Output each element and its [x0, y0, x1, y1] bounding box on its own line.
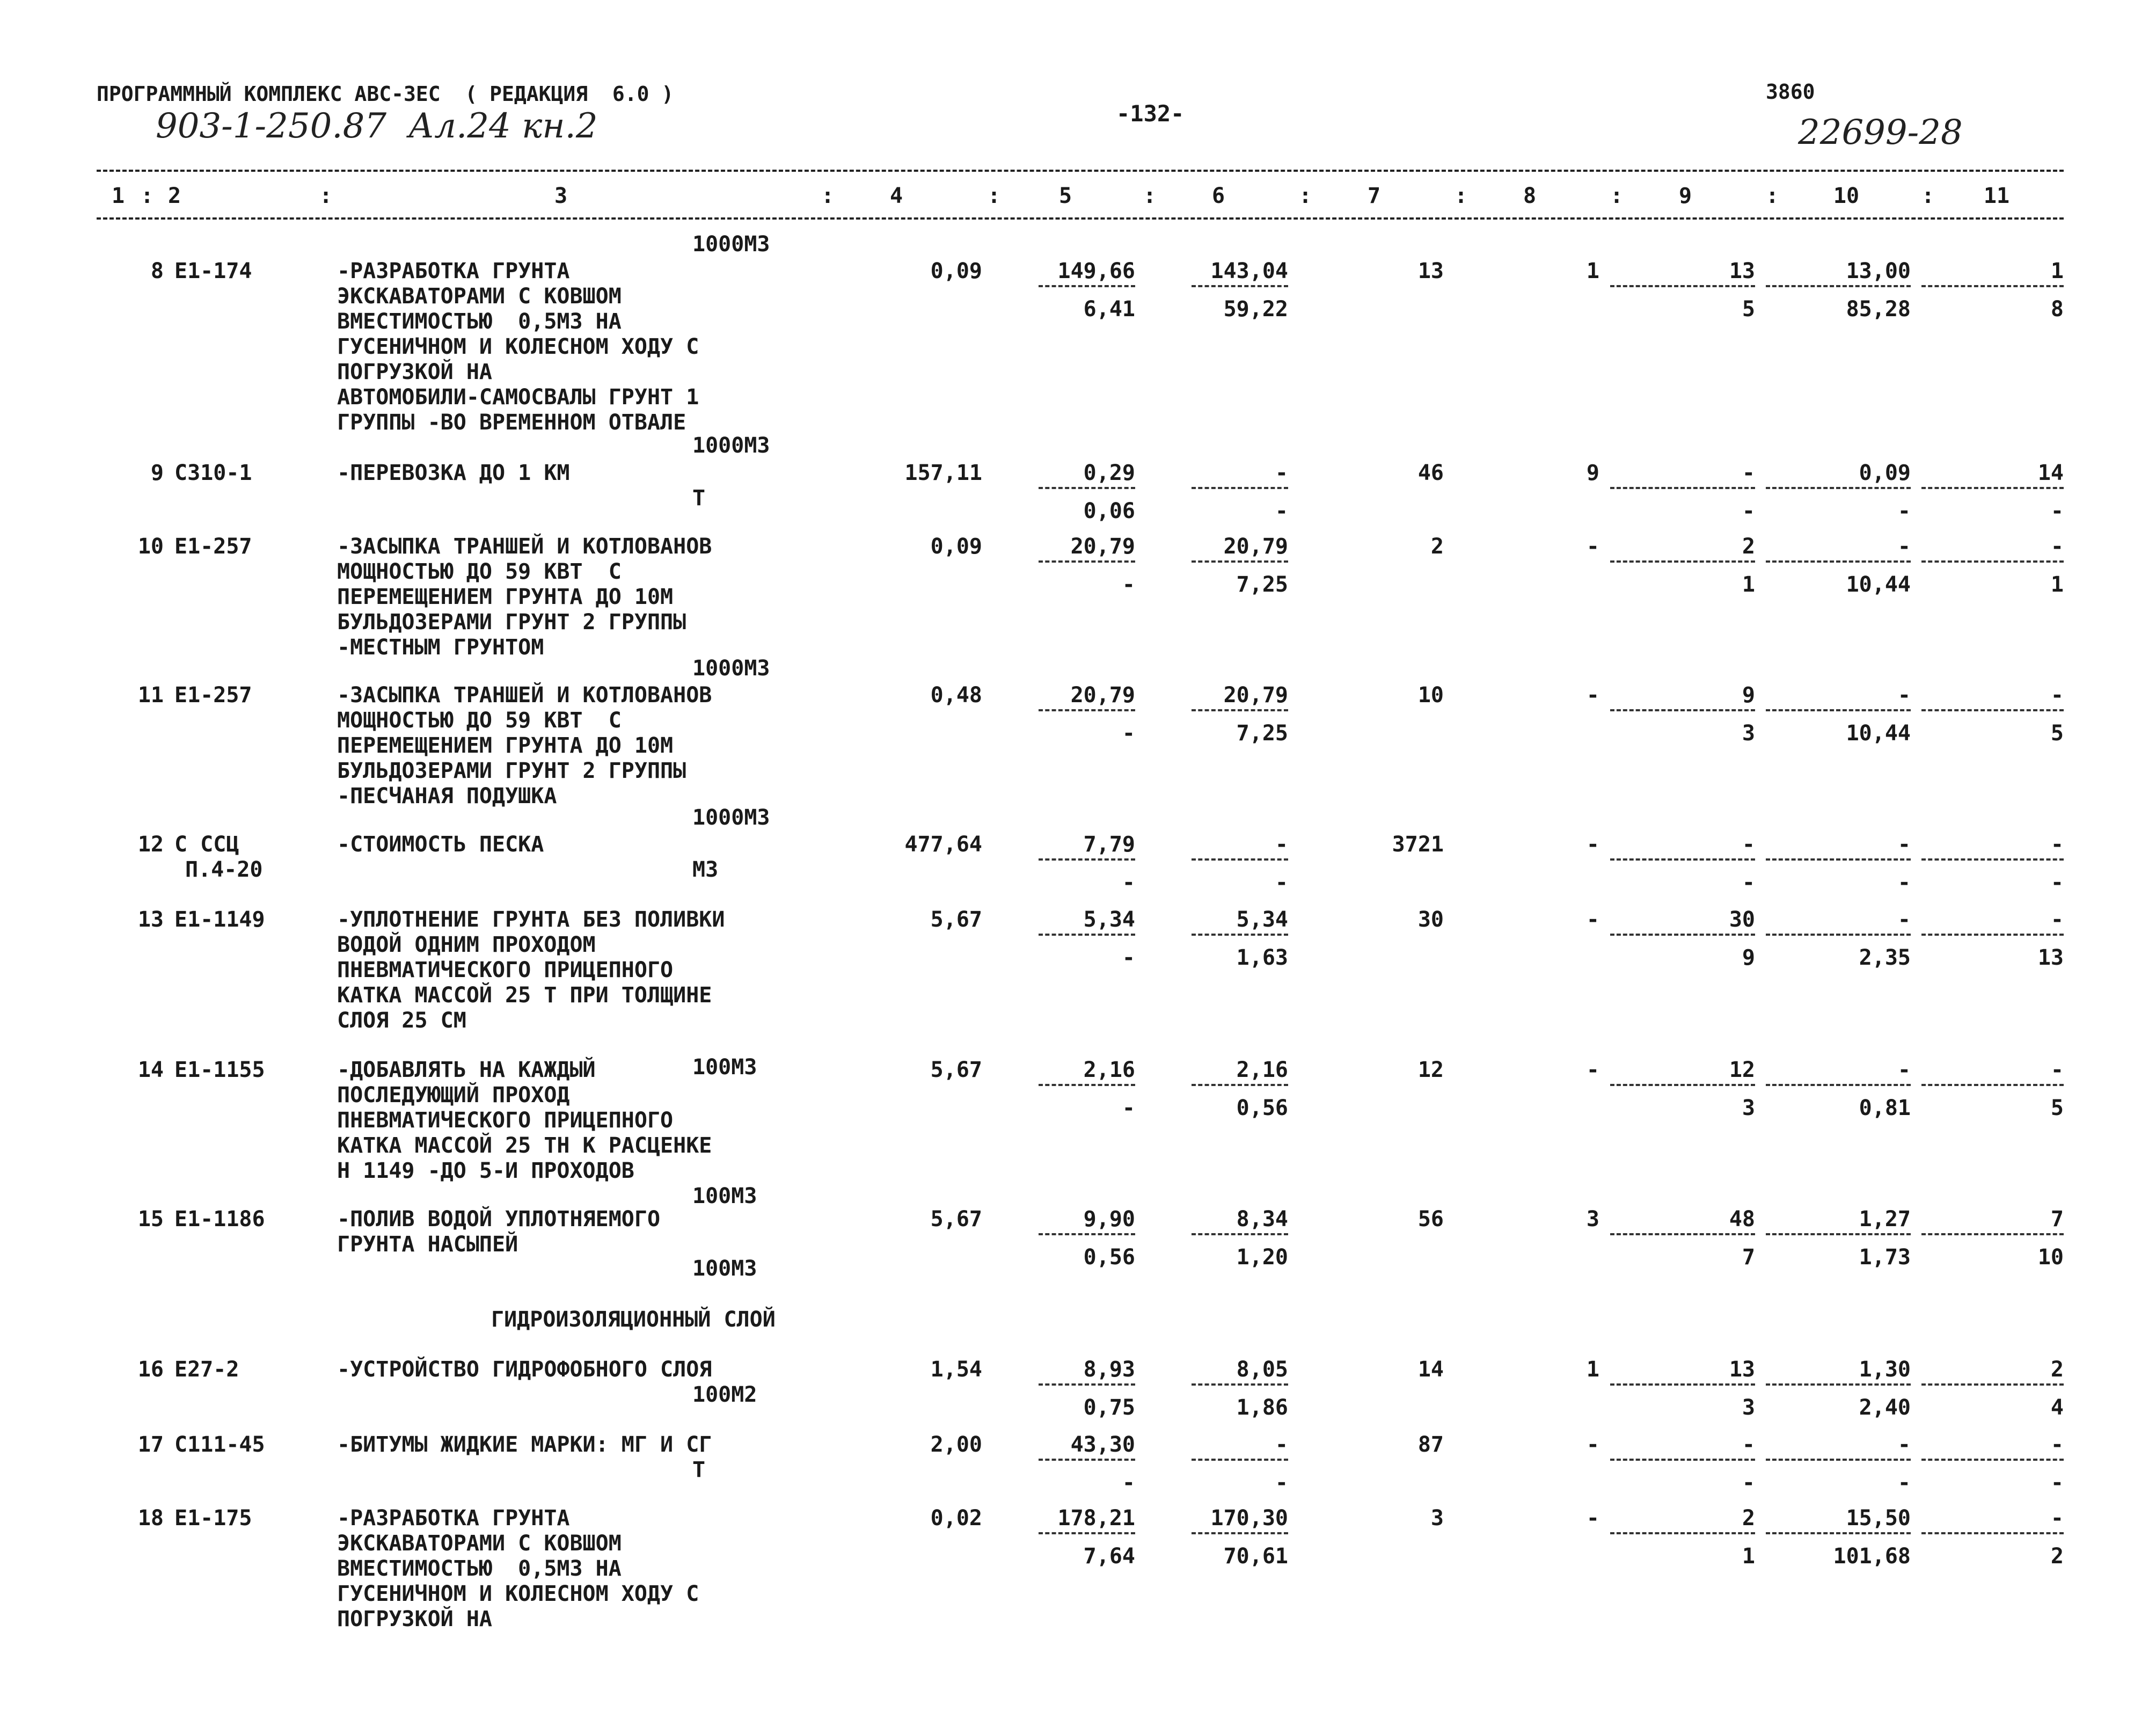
cell-col-5: 9,90: [1083, 1207, 1135, 1232]
cell-col-10-lower: 2,40: [1859, 1395, 1911, 1420]
cell-col-5-lower: -: [1122, 1095, 1135, 1120]
row-description-line: ПОГРУЗКОЙ НА: [337, 360, 492, 384]
cell-col-7: 56: [1417, 1207, 1444, 1232]
cell-col-11-lower: 5: [2050, 720, 2064, 746]
cell-col-9-lower: 7: [1742, 1244, 1755, 1270]
cell-col-10-lower: 0,81: [1859, 1095, 1911, 1120]
cell-col-9-lower: 5: [1742, 296, 1755, 322]
cell-col-5-lower: 0,06: [1083, 498, 1135, 523]
cell-divider: [1192, 858, 1288, 861]
cell-col-10: -: [1897, 534, 1911, 559]
cell-col-6-lower: 70,61: [1223, 1543, 1288, 1569]
row-unit: Т: [692, 486, 706, 511]
cell-col-11: -: [2050, 832, 2064, 857]
column-separator: :: [1766, 184, 1779, 208]
cell-divider: [1921, 1084, 2064, 1086]
row-code: Е1-174: [174, 259, 252, 283]
cell-col-6: 8,34: [1236, 1207, 1288, 1232]
cell-col-4: 1,54: [930, 1357, 982, 1382]
unit-line: 1000М3: [692, 805, 770, 830]
cell-col-5-lower: -: [1122, 870, 1135, 895]
cell-col-6-lower: 59,22: [1223, 296, 1288, 322]
cell-col-10-lower: 10,44: [1846, 720, 1911, 746]
column-separator: :: [1921, 184, 1935, 208]
cell-col-9-lower: 9: [1742, 945, 1755, 970]
cell-col-6-lower: -: [1275, 498, 1288, 523]
row-number: 17: [137, 1432, 164, 1457]
cell-col-11: 7: [2050, 1207, 2064, 1232]
cell-divider: [1192, 1233, 1288, 1235]
unit-line: 100М3: [692, 1055, 757, 1080]
cell-col-6-lower: 0,56: [1236, 1095, 1288, 1120]
row-code: Е1-175: [174, 1506, 252, 1531]
column-number-6: 6: [1211, 184, 1225, 208]
row-description-line: ВМЕСТИМОСТЬЮ 0,5М3 НА: [337, 1556, 622, 1581]
cell-divider: [1766, 1383, 1911, 1386]
cell-col-11-lower: -: [2050, 870, 2064, 895]
cell-divider: [1921, 285, 2064, 287]
cell-divider: [1039, 1383, 1135, 1386]
row-description-line: КАТКА МАССОЙ 25 Т ПРИ ТОЛЩИНЕ: [337, 983, 712, 1008]
cell-col-10: 1,27: [1859, 1207, 1911, 1232]
cell-col-8: -: [1586, 907, 1599, 932]
cell-col-5-lower: -: [1122, 572, 1135, 597]
row-number: 13: [137, 907, 164, 932]
cell-col-10: -: [1897, 683, 1911, 708]
cell-divider: [1921, 1383, 2064, 1386]
row-description-line: ПЕРЕМЕЩЕНИЕМ ГРУНТА ДО 10М: [337, 585, 674, 609]
cell-divider: [1192, 934, 1288, 936]
cell-col-8: -: [1586, 1058, 1599, 1082]
unit-line: 1000М3: [692, 433, 770, 458]
cell-col-4: 0,48: [930, 683, 982, 708]
cell-col-5: 8,93: [1083, 1357, 1135, 1382]
row-description-line: -ДОБАВЛЯТЬ НА КАЖДЫЙ: [337, 1058, 596, 1082]
cell-col-9: 9: [1742, 683, 1755, 708]
cell-col-5-lower: 0,75: [1083, 1395, 1135, 1420]
cell-col-8: -: [1586, 1432, 1599, 1457]
column-separator: :: [821, 184, 835, 208]
row-description-line: -РАЗРАБОТКА ГРУНТА: [337, 259, 570, 283]
row-description-line: КАТКА МАССОЙ 25 ТН К РАСЦЕНКЕ: [337, 1133, 712, 1158]
cell-col-5: 0,29: [1083, 461, 1135, 485]
cell-col-11-lower: -: [2050, 498, 2064, 523]
column-number-1: 1: [111, 184, 125, 208]
row-description-line: -ЗАСЫПКА ТРАНШЕЙ И КОТЛОВАНОВ: [337, 683, 712, 708]
cell-col-6-lower: 1,20: [1236, 1244, 1288, 1270]
cell-divider: [1766, 1084, 1911, 1086]
cell-divider: [1610, 709, 1755, 711]
row-description-line: -ЗАСЫПКА ТРАНШЕЙ И КОТЛОВАНОВ: [337, 534, 712, 559]
cell-col-8: -: [1586, 534, 1599, 559]
row-description-line: ГУСЕНИЧНОМ И КОЛЕСНОМ ХОДУ С: [337, 1582, 699, 1606]
row-description-line: МОЩНОСТЬЮ ДО 59 КВТ С: [337, 708, 622, 733]
cell-col-10: 13,00: [1846, 259, 1911, 283]
column-separator: :: [1610, 184, 1624, 208]
cell-divider: [1610, 560, 1755, 563]
cell-col-6: 2,16: [1236, 1058, 1288, 1082]
cell-col-9-lower: 1: [1742, 1543, 1755, 1569]
cell-divider: [1921, 1459, 2064, 1461]
cell-col-9: 13: [1729, 1357, 1755, 1382]
cell-col-5: 20,79: [1070, 534, 1135, 559]
column-separator: :: [1455, 184, 1468, 208]
cell-col-4: 5,67: [930, 907, 982, 932]
row-code: С111-45: [174, 1432, 265, 1457]
cell-col-11-lower: 5: [2050, 1095, 2064, 1120]
row-number: 8: [150, 259, 164, 283]
row-description-line: ГУСЕНИЧНОМ И КОЛЕСНОМ ХОДУ С: [337, 334, 699, 359]
cell-col-6-lower: 7,25: [1236, 720, 1288, 746]
cell-divider: [1610, 934, 1755, 936]
cell-divider: [1610, 1532, 1755, 1534]
row-number: 18: [137, 1506, 164, 1531]
row-description-line: -СТОИМОСТЬ ПЕСКА: [337, 832, 544, 857]
row-number: 11: [137, 683, 164, 708]
row-description-line: -УСТРОЙСТВО ГИДРОФОБНОГО СЛОЯ: [337, 1357, 712, 1382]
header-rule-top: [97, 170, 2064, 172]
row-number: 12: [137, 832, 164, 857]
cell-col-5: 43,30: [1070, 1432, 1135, 1457]
cell-col-5: 2,16: [1083, 1058, 1135, 1082]
cell-col-10-lower: 10,44: [1846, 572, 1911, 597]
cell-divider: [1766, 1532, 1911, 1534]
row-description-line: ГРУППЫ -ВО ВРЕМЕННОМ ОТВАЛЕ: [337, 410, 686, 435]
cell-divider: [1921, 934, 2064, 936]
cell-col-10: -: [1897, 1432, 1911, 1457]
cell-divider: [1039, 1459, 1135, 1461]
row-description-line: ПНЕВМАТИЧЕСКОГО ПРИЦЕПНОГО: [337, 958, 674, 982]
cell-divider: [1610, 285, 1755, 287]
unit-line: 100М3: [692, 1256, 757, 1281]
cell-col-4: 0,09: [930, 259, 982, 283]
row-number: 16: [137, 1357, 164, 1382]
cell-col-7: 10: [1417, 683, 1444, 708]
cell-divider: [1610, 1459, 1755, 1461]
cell-divider: [1039, 285, 1135, 287]
cell-divider: [1766, 285, 1911, 287]
cell-col-10-lower: 85,28: [1846, 296, 1911, 322]
cell-col-8: 9: [1586, 461, 1599, 485]
cell-divider: [1192, 1532, 1288, 1534]
cell-divider: [1610, 858, 1755, 861]
cell-col-4: 157,11: [904, 461, 982, 485]
cell-col-7: 30: [1417, 907, 1444, 932]
cell-col-6: -: [1275, 461, 1288, 485]
cell-col-9: 2: [1742, 1506, 1755, 1531]
cell-divider: [1766, 1459, 1911, 1461]
row-number: 15: [137, 1207, 164, 1232]
cell-col-9-lower: 3: [1742, 1095, 1755, 1120]
cell-col-5-lower: -: [1122, 1470, 1135, 1495]
row-number: 10: [137, 534, 164, 559]
cell-col-5: 5,34: [1083, 907, 1135, 932]
row-description-line: АВТОМОБИЛИ-САМОСВАЛЫ ГРУНТ 1: [337, 385, 699, 410]
top-right-number: 3860: [1766, 80, 1815, 104]
cell-col-11-lower: 2: [2050, 1543, 2064, 1569]
row-description-line: МОЩНОСТЬЮ ДО 59 КВТ С: [337, 559, 622, 584]
cell-divider: [1192, 709, 1288, 711]
cell-col-10: 15,50: [1846, 1506, 1911, 1531]
cell-col-11-lower: 4: [2050, 1395, 2064, 1420]
cell-divider: [1192, 560, 1288, 563]
section-heading: ГИДРОИЗОЛЯЦИОННЫЙ СЛОЙ: [491, 1307, 776, 1332]
cell-col-9: 2: [1742, 534, 1755, 559]
column-number-11: 11: [1983, 184, 2010, 208]
row-description-line: -ПОЛИВ ВОДОЙ УПЛОТНЯЕМОГО: [337, 1207, 661, 1232]
row-description-line: БУЛЬДОЗЕРАМИ ГРУНТ 2 ГРУППЫ: [337, 610, 686, 635]
cell-col-9: 12: [1729, 1058, 1755, 1082]
cell-col-9: -: [1742, 1432, 1755, 1457]
cell-divider: [1192, 1383, 1288, 1386]
column-separator: :: [988, 184, 1001, 208]
cell-col-11-lower: 13: [2037, 945, 2064, 970]
cell-col-10-lower: -: [1897, 498, 1911, 523]
column-separator: :: [1299, 184, 1312, 208]
cell-divider: [1610, 1383, 1755, 1386]
row-description-line: -ПЕРЕВОЗКА ДО 1 КМ: [337, 461, 570, 485]
cell-divider: [1610, 1084, 1755, 1086]
column-number-4: 4: [889, 184, 903, 208]
row-code: Е1-257: [174, 683, 252, 708]
cell-col-9-lower: 1: [1742, 572, 1755, 597]
cell-col-5-lower: -: [1122, 945, 1135, 970]
row-code: С ССЦ: [174, 832, 239, 857]
cell-col-6: -: [1275, 1432, 1288, 1457]
cell-col-5-lower: -: [1122, 720, 1135, 746]
cell-divider: [1039, 560, 1135, 563]
row-code: Е1-1149: [174, 907, 265, 932]
row-description-line: ПОСЛЕДУЮЩИЙ ПРОХОД: [337, 1083, 570, 1108]
cell-col-9: -: [1742, 461, 1755, 485]
cell-divider: [1766, 934, 1911, 936]
cell-col-11: -: [2050, 1432, 2064, 1457]
cell-col-6: 20,79: [1223, 534, 1288, 559]
cell-col-7: 14: [1417, 1357, 1444, 1382]
cell-divider: [1610, 1233, 1755, 1235]
cell-divider: [1192, 487, 1288, 489]
cell-col-11: -: [2050, 534, 2064, 559]
cell-col-8: -: [1586, 832, 1599, 857]
row-description-line: -УПЛОТНЕНИЕ ГРУНТА БЕЗ ПОЛИВКИ: [337, 907, 725, 932]
cell-col-11: -: [2050, 907, 2064, 932]
cell-col-11-lower: 8: [2050, 296, 2064, 322]
cell-col-11-lower: 1: [2050, 572, 2064, 597]
row-description-line: -МЕСТНЫМ ГРУНТОМ: [337, 635, 544, 660]
cell-col-9-lower: 3: [1742, 720, 1755, 746]
cell-col-11: 1: [2050, 259, 2064, 283]
cell-col-10: -: [1897, 1058, 1911, 1082]
cell-col-4: 5,67: [930, 1207, 982, 1232]
cell-col-9-lower: -: [1742, 498, 1755, 523]
cell-col-6-lower: 1,86: [1236, 1395, 1288, 1420]
cell-col-6: -: [1275, 832, 1288, 857]
cell-col-6-lower: -: [1275, 870, 1288, 895]
unit-line: 1000М3: [692, 656, 770, 681]
cell-col-4: 0,09: [930, 534, 982, 559]
cell-divider: [1766, 487, 1911, 489]
unit-line: 100М3: [692, 1184, 757, 1208]
cell-col-6: 5,34: [1236, 907, 1288, 932]
row-description-line: -РАЗРАБОТКА ГРУНТА: [337, 1506, 570, 1531]
cell-divider: [1039, 858, 1135, 861]
row-description-line: СЛОЯ 25 СМ: [337, 1008, 466, 1033]
cell-divider: [1766, 1233, 1911, 1235]
column-number-9: 9: [1678, 184, 1692, 208]
cell-col-4: 5,67: [930, 1058, 982, 1082]
cell-col-9-lower: -: [1742, 870, 1755, 895]
row-code: Е1-1186: [174, 1207, 265, 1232]
cell-divider: [1039, 487, 1135, 489]
cell-col-10-lower: 2,35: [1859, 945, 1911, 970]
row-description-line: ВМЕСТИМОСТЬЮ 0,5М3 НА: [337, 309, 622, 334]
cell-col-9-lower: 3: [1742, 1395, 1755, 1420]
cell-divider: [1921, 1532, 2064, 1534]
row-description-line: БУЛЬДОЗЕРАМИ ГРУНТ 2 ГРУППЫ: [337, 759, 686, 783]
cell-col-6-lower: 1,63: [1236, 945, 1288, 970]
cell-col-11-lower: 10: [2037, 1244, 2064, 1270]
column-separator: :: [319, 184, 333, 208]
column-number-10: 10: [1833, 184, 1860, 208]
cell-col-9: 48: [1729, 1207, 1755, 1232]
cell-col-10: 1,30: [1859, 1357, 1911, 1382]
cell-col-8: -: [1586, 683, 1599, 708]
column-number-7: 7: [1367, 184, 1381, 208]
cell-divider: [1921, 858, 2064, 861]
row-number: 9: [150, 461, 164, 485]
cell-col-10: -: [1897, 907, 1911, 932]
column-number-2: 2: [167, 184, 181, 208]
cell-col-4: 2,00: [930, 1432, 982, 1457]
cell-col-11: -: [2050, 1058, 2064, 1082]
unit-line: 1000М3: [692, 232, 770, 257]
column-separator: :: [141, 184, 154, 208]
column-number-8: 8: [1523, 184, 1537, 208]
cell-col-11: 2: [2050, 1357, 2064, 1382]
cell-col-6: 20,79: [1223, 683, 1288, 708]
cell-col-5: 20,79: [1070, 683, 1135, 708]
cell-col-7: 3: [1430, 1506, 1444, 1531]
row-number: 14: [137, 1058, 164, 1082]
cell-col-8: 1: [1586, 1357, 1599, 1382]
cell-col-7: 12: [1417, 1058, 1444, 1082]
cell-col-5-lower: 6,41: [1083, 296, 1135, 322]
cell-col-6-lower: 7,25: [1236, 572, 1288, 597]
cell-divider: [1921, 709, 2064, 711]
row-code: С310-1: [174, 461, 252, 485]
cell-divider: [1039, 1084, 1135, 1086]
cell-col-7: 3721: [1392, 832, 1444, 857]
cell-col-6-lower: -: [1275, 1470, 1288, 1495]
row-unit: 100М2: [692, 1382, 757, 1407]
cell-col-8: 3: [1586, 1207, 1599, 1232]
row-code: Е27-2: [174, 1357, 239, 1382]
cell-divider: [1192, 1459, 1288, 1461]
cell-col-10-lower: 101,68: [1833, 1543, 1911, 1569]
cell-col-7: 46: [1417, 461, 1444, 485]
row-unit: М3: [692, 857, 719, 882]
cell-col-6: 143,04: [1210, 259, 1288, 283]
cell-col-4: 477,64: [904, 832, 982, 857]
cell-col-11-lower: -: [2050, 1470, 2064, 1495]
column-number-5: 5: [1058, 184, 1072, 208]
cell-col-11: -: [2050, 683, 2064, 708]
row-description-line: ГРУНТА НАСЫПЕЙ: [337, 1232, 518, 1257]
row-description-line: Н 1149 -ДО 5-И ПРОХОДОВ: [337, 1159, 634, 1183]
cell-col-9-lower: -: [1742, 1470, 1755, 1495]
cell-col-5-lower: 7,64: [1083, 1543, 1135, 1569]
row-description-line: ЭКСКАВАТОРАМИ С КОВШОМ: [337, 284, 622, 309]
row-description-line: ПОГРУЗКОЙ НА: [337, 1607, 492, 1631]
cell-col-11: 14: [2037, 461, 2064, 485]
cell-col-10: -: [1897, 832, 1911, 857]
column-number-3: 3: [554, 184, 568, 208]
cell-divider: [1192, 1084, 1288, 1086]
column-separator: :: [1143, 184, 1157, 208]
row-description-line: ПНЕВМАТИЧЕСКОГО ПРИЦЕПНОГО: [337, 1108, 674, 1133]
cell-col-9: 13: [1729, 259, 1755, 283]
row-description-line: ЭКСКАВАТОРАМИ С КОВШОМ: [337, 1531, 622, 1556]
cell-col-10-lower: -: [1897, 1470, 1911, 1495]
cell-col-10-lower: 1,73: [1859, 1244, 1911, 1270]
cell-col-10-lower: -: [1897, 870, 1911, 895]
row-description-line: ВОДОЙ ОДНИМ ПРОХОДОМ: [337, 933, 596, 957]
cell-col-6: 8,05: [1236, 1357, 1288, 1382]
row-description-line: -ПЕСЧАНАЯ ПОДУШКА: [337, 784, 557, 808]
row-code: Е1-1155: [174, 1058, 265, 1082]
cell-col-5-lower: 0,56: [1083, 1244, 1135, 1270]
cell-divider: [1766, 709, 1911, 711]
program-title: ПРОГРАММНЫЙ КОМПЛЕКС АВС-ЗЕС ( РЕДАКЦИЯ 6.0 ): [97, 82, 674, 106]
cell-col-10: 0,09: [1859, 461, 1911, 485]
handwritten-doc-number: 22699-28: [1798, 113, 1963, 152]
cell-divider: [1192, 285, 1288, 287]
cell-col-7: 2: [1430, 534, 1444, 559]
cell-divider: [1610, 487, 1755, 489]
cell-col-6: 170,30: [1210, 1506, 1288, 1531]
cell-col-11: -: [2050, 1506, 2064, 1531]
cell-divider: [1766, 560, 1911, 563]
cell-divider: [1921, 1233, 2064, 1235]
row-description-line: -БИТУМЫ ЖИДКИЕ МАРКИ: МГ И СГ: [337, 1432, 712, 1457]
cell-col-7: 87: [1417, 1432, 1444, 1457]
row-code: Е1-257: [174, 534, 252, 559]
cell-divider: [1039, 1532, 1135, 1534]
cell-divider: [1039, 709, 1135, 711]
cell-col-5: 178,21: [1057, 1506, 1135, 1531]
cell-col-8: 1: [1586, 259, 1599, 283]
cell-col-5: 7,79: [1083, 832, 1135, 857]
cell-col-9: 30: [1729, 907, 1755, 932]
cell-col-4: 0,02: [930, 1506, 982, 1531]
header-rule-bottom: [97, 217, 2064, 220]
page-number: -132-: [1116, 100, 1185, 127]
cell-col-7: 13: [1417, 259, 1444, 283]
cell-divider: [1039, 934, 1135, 936]
row-unit: Т: [692, 1458, 706, 1482]
cell-col-5: 149,66: [1057, 259, 1135, 283]
cell-col-8: -: [1586, 1506, 1599, 1531]
row-description-line: ПЕРЕМЕЩЕНИЕМ ГРУНТА ДО 10М: [337, 733, 674, 758]
cell-col-9: -: [1742, 832, 1755, 857]
cell-divider: [1039, 1233, 1135, 1235]
cell-divider: [1921, 560, 2064, 563]
handwritten-project-code: 903-1-250.87 Ал.24 кн.2: [156, 106, 598, 146]
cell-divider: [1766, 858, 1911, 861]
cell-divider: [1921, 487, 2064, 489]
row-code-ref: П.4-20: [185, 857, 263, 882]
